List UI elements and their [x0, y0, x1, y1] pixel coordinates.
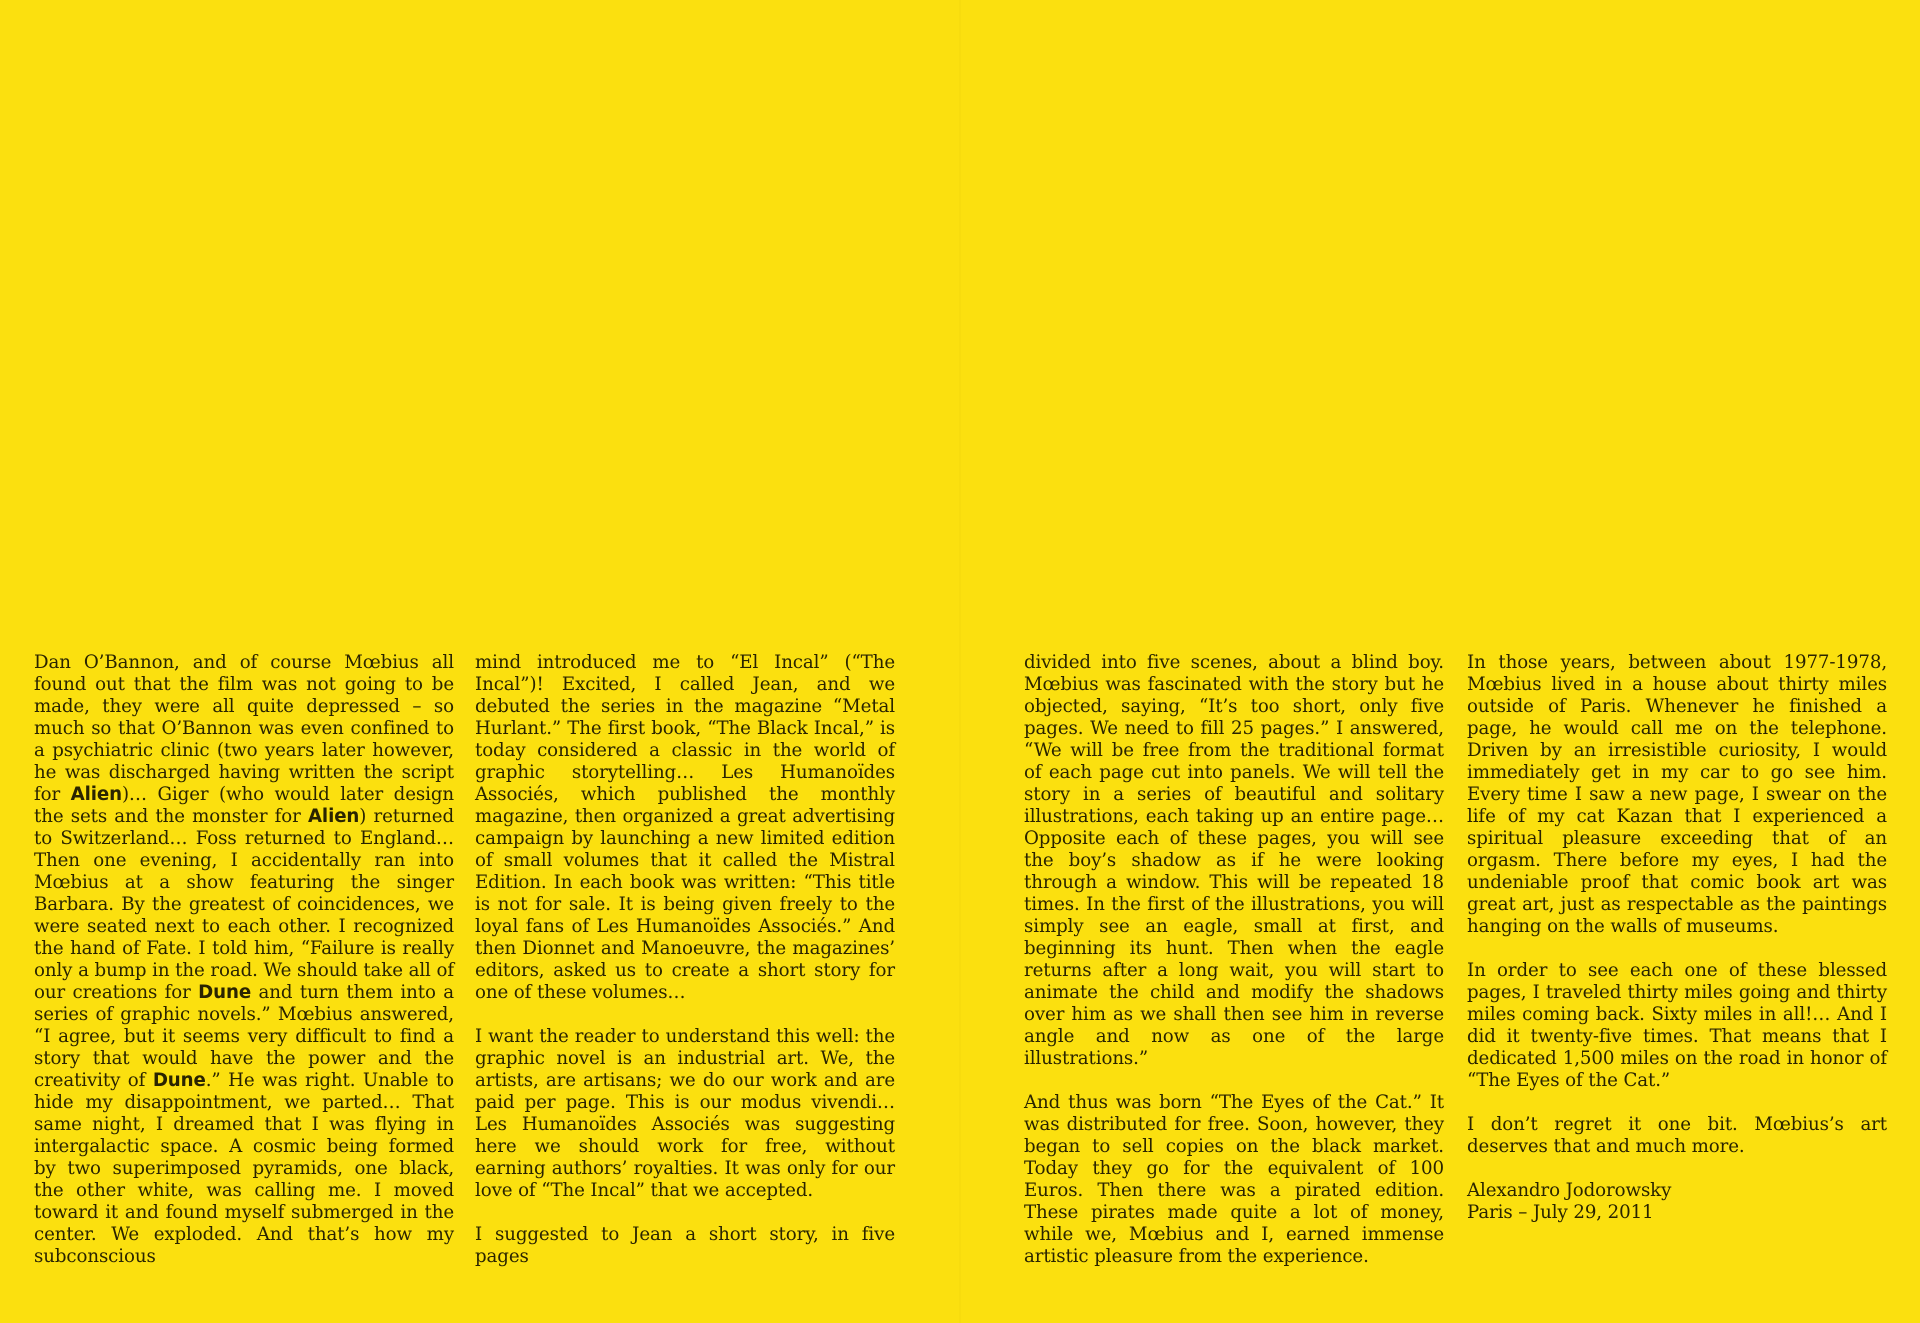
paragraph: mind introduced me to “El Incal” (“The Incal”)! Excited, I called Jean, and we debuted the series in the magazine “Metal Hurlant.” The first book, “The Black Incal,” is today considered a classic in the world of graphic storytelling… Les Humanoïdes Associés, which published the monthly magazine, then organized a great advertising campaign by launching a new limited edition of small volumes that it called the Mistral Edition. In each book was written: “This title is not for sale. It is being given freely to the loyal fans of Les Humanoïdes Associés.” And then Dionnet and Manoeuvre, the magazines’ editors, asked us to create a short story for one of these volumes… [475, 652, 895, 1003]
title-emphasis: Dune [152, 1070, 206, 1091]
title-emphasis: Alien [307, 806, 360, 827]
text-column-4 [1467, 652, 1887, 1224]
text-column-2 [475, 652, 895, 1268]
title-emphasis: Alien [70, 784, 122, 805]
paragraph: I don’t regret it one bit. Mœbius’s art deserves that and much more. [1467, 1114, 1887, 1157]
text-column-1 [34, 652, 454, 1268]
paragraph: In order to see each one of these blessed pages, I traveled thirty miles going and thirty miles coming back. Sixty miles in all!… And I did it twenty-five times. That means that I dedicated 1,500 miles on the road in honor of “The Eyes of the Cat.” [1467, 960, 1887, 1091]
paragraph: In those years, between about 1977-1978, Mœbius lived in a house about thirty miles outside of Paris. Whenever he finished a page, he would call me on the telephone. Driven by an irresistible curiosity, I would immediately get in my car to go see him. Every time I saw a new page, I swear on the life of my cat Kazan that I experienced a spiritual pleasure exceeding that of an orgasm. There before my eyes, I had the undeniable proof that comic book art was great art, just as respectable as the paintings hanging on the walls of museums. [1467, 652, 1887, 937]
signature-name: Alexandro Jodorowsky [1467, 1180, 1672, 1201]
page-gutter [959, 0, 961, 1323]
paragraph: divided into five scenes, about a blind boy. Mœbius was fascinated with the story but he objected, saying, “It’s too short, only five pages. We need to fill 25 pages.” I answered, “We will be free from the traditional format of each page cut into panels. We will tell the story in a series of beautiful and solitary illustrations, each taking up an entire page… Opposite each of these pages, you will see the boy’s shadow as if he were looking through a window. This will be repeated 18 times. In the first of the illustrations, you will simply see an eagle, small at first, and beginning its hunt. Then when the eagle returns after a long wait, you will start to animate the child and modify the shadows over him as we shall then see him in reverse angle and now as one of the large illustrations.” [1024, 652, 1444, 1069]
paragraph: Dan O’Bannon, and of course Mœbius all found out that the film was not going to be made, they were all quite depressed – so much so that O’Bannon was even confined to a psychiatric clinic (two years later however, he was discharged having written the script for Alien)… Giger (who would later design the sets and the monster for Alien) returned to Switzerland… Foss returned to England… Then one evening, I accidentally ran into Mœbius at a show featuring the singer Barbara. By the greatest of coincidences, we were seated next to each other. I recognized the hand of Fate. I told him, “Failure is really only a bump in the road. We should take all of our creations for Dune and turn them into a series of graphic novels.” Mœbius answered, “I agree, but it seems very difficult to find a story that would have the power and the creativity of Dune.” He was right. Unable to hide my disappointment, we parted… That same night, I dreamed that I was flying in intergalactic space. A cosmic being formed by two superimposed pyramids, one black, the other white, was calling me. I moved toward it and found myself submerged in the center. We exploded. And that’s how my subconscious [34, 652, 455, 1267]
signature [1467, 1180, 1887, 1224]
text-column-3 [1024, 652, 1444, 1268]
paragraph: And thus was born “The Eyes of the Cat.” It was distributed for free. Soon, however, they began to sell copies on the black market. Today they go for the equivalent of 100 Euros. Then there was a pirated edition. These pirates made quite a lot of money, while we, Mœbius and I, earned immense artistic pleasure from the experience. [1024, 1092, 1444, 1267]
signature-place-date: Paris – July 29, 2011 [1467, 1202, 1654, 1223]
title-emphasis: Dune [198, 982, 252, 1003]
paragraph: I want the reader to understand this well: the graphic novel is an industrial art. We, the artists, are artisans; we do our work and are paid per page. This is our modus vivendi… Les Humanoïdes Associés was suggesting here we should work for free, without earning authors’ royalties. It was only for our love of “The Incal” that we accepted. [475, 1026, 895, 1201]
paragraph: I suggested to Jean a short story, in five pages [475, 1224, 895, 1267]
